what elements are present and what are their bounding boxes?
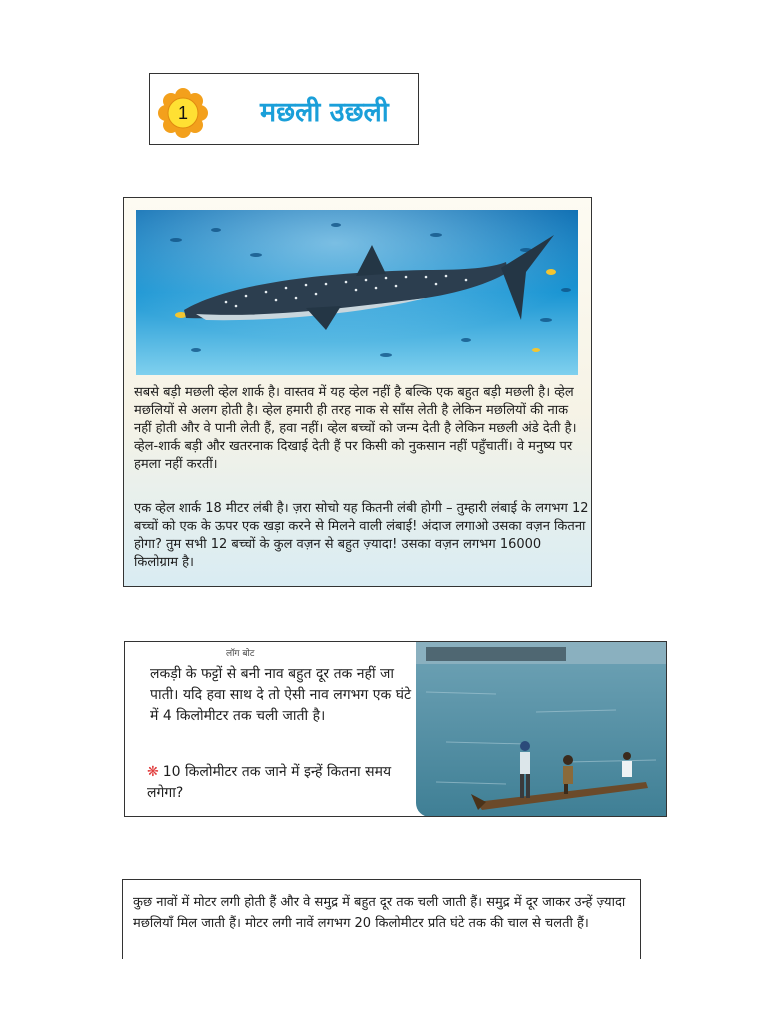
whale-shark-paragraph-2: एक व्हेल शार्क 18 मीटर लंबी है। ज़रा सोचो यह कितनी लंबी होगी – तुम्हारी लंबाई के लगभग 12 बच्चों को एक के ऊपर एक खड़ा करने से मिलने वाली लंबाई! अंदाज लगाओ उसका वज़न कितना होगा? तुम सभी 12 बच्चों के कुल वज़न से बहुत ज़्यादा! उसका वज़न लगभग 16000 किलोग्राम है। [134, 501, 589, 570]
log-boat-panel [124, 641, 667, 817]
motor-boat-panel [122, 879, 641, 959]
flower-badge-icon [158, 88, 208, 138]
whale-shark-paragraph-1: सबसे बड़ी मछली व्हेल शार्क है। वास्तव में यह व्हेल नहीं है बल्कि एक बहुत बड़ी मछली है। व्हेल मछलियों से अलग होती है। व्हेल हमारी ही तरह नाक से साँस लेती है लेकिन मछलियों की नाक नहीं होती और वे पानी लेती हैं, हवा नहीं। व्हेल बच्चों को जन्म देती है लेकिन मछली अंडे देती है। व्हेल-शार्क बड़ी और खतरनाक दिखाई देती हैं पर किसी को नुकसान नहीं पहुँचातीं। वे मनुष्य पर हमला नहीं करतीं। [134, 385, 577, 472]
boat-question [147, 762, 422, 804]
question-star-icon: ❋ [147, 764, 159, 780]
boat-question-text: 10 किलोमीटर तक जाने में इन्हें कितना समय लगेगा? [147, 764, 392, 801]
chapter-number: 1 [177, 103, 189, 123]
boat-caption: लॉग बोट [226, 649, 255, 659]
whale-shark-image [136, 210, 578, 375]
chapter-title: मछली उछली [260, 97, 389, 128]
whale-shark-panel [123, 197, 592, 587]
log-boat-image [416, 642, 667, 817]
motor-boat-paragraph: कुछ नावों में मोटर लगी होती हैं और वे समुद्र में बहुत दूर तक चली जाती हैं। समुद्र में दूर जाकर उन्हें ज़्यादा मछलियाँ मिल जाती हैं। मोटर लगी नावें लगभग 20 किलोमीटर प्रति घंटे तक की चाल से चलती हैं। [133, 895, 626, 931]
log-boat-paragraph: लकड़ी के फट्टों से बनी नाव बहुत दूर तक नहीं जा पाती। यदि हवा साथ दे तो ऐसी नाव लगभग एक घंटे में 4 किलोमीटर तक चली जाती है। [150, 666, 412, 724]
chapter-heading [149, 73, 419, 145]
